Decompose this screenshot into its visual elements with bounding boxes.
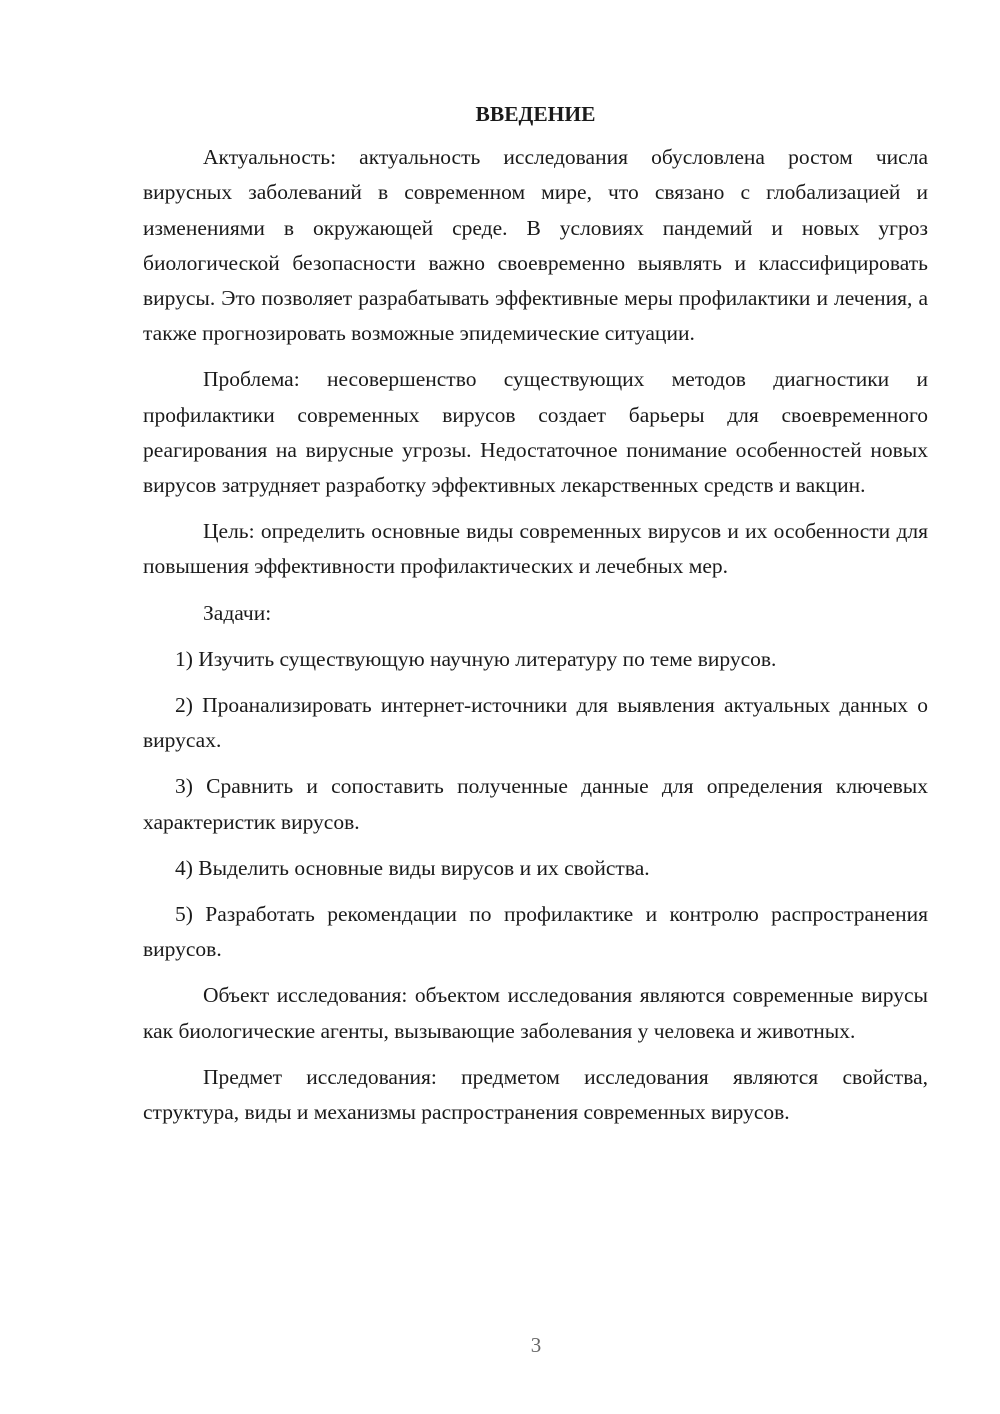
subject-paragraph: Предмет исследования: предметом исследования являются свойства, структура, виды и механизмы распространения современных вирусов. [143, 1064, 928, 1125]
page-number: 3 [530, 1333, 542, 1357]
task-item-3: 3) Сравнить и сопоставить полученные данные для определения ключевых характеристик вирусов. [143, 774, 928, 834]
task-item-2: 2) Проанализировать интернет-источники для выявления актуальных данных о вирусах. [143, 693, 928, 753]
task-item-5: 5) Разработать рекомендации по профилактике и контролю распространения вирусов. [143, 902, 928, 962]
page-title: ВВЕДЕНИЕ [475, 102, 596, 126]
relevance-paragraph: Актуальность: актуальность исследования обусловлена ростом числа вирусных заболеваний в современном мире, что связано с глобализацией и изменениями в окружающей среде. В условиях пандемий и новых угроз биологической безопасности важно своевременно выявлять и классифицировать вирусы. Это позволяет разрабатывать эффективные меры профилактики и лечения, а также прогнозировать возможные эпидемические ситуации. [143, 145, 928, 346]
object-paragraph: Объект исследования: объектом исследования являются современные вирусы как биологические агенты, вызывающие заболевания у человека и животных. [143, 983, 928, 1043]
goal-paragraph: Цель: определить основные виды современных вирусов и их особенности для повышения эффективности профилактических и лечебных мер. [143, 519, 928, 579]
page-content [143, 97, 928, 1141]
task-item-1: 1) Изучить существующую научную литературу по теме вирусов. [175, 646, 777, 671]
problem-paragraph: Проблема: несовершенство существующих методов диагностики и профилактики современных вирусов создает барьеры для своевременного реагирования на вирусные угрозы. Недостаточное понимание особенностей новых вирусов затрудняет разработку эффективных лекарственных средств и вакцин. [143, 367, 928, 498]
task-item-4: 4) Выделить основные виды вирусов и их свойства. [175, 855, 650, 880]
tasks-heading: Задачи: [203, 600, 272, 625]
